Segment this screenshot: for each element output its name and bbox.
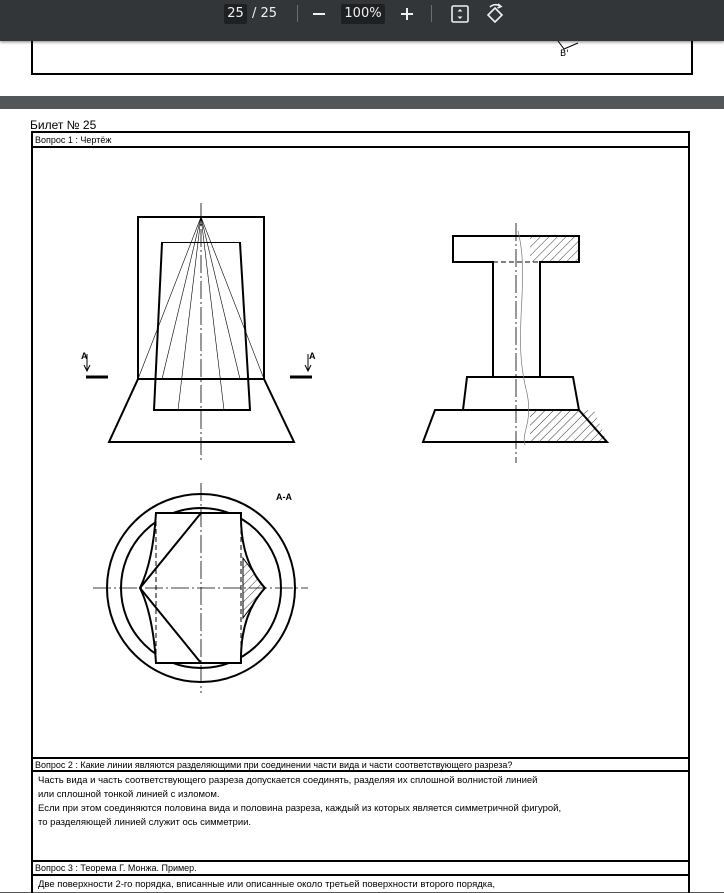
- previous-page-drawing: [550, 41, 590, 55]
- minus-icon: [306, 2, 332, 26]
- ticket-frame: [31, 131, 690, 893]
- answer-2-line: то разделяющей линией служит ось симметрии.: [38, 817, 252, 828]
- previous-page: [0, 41, 724, 96]
- fit-page-icon: [447, 2, 473, 26]
- technical-drawing: [33, 133, 688, 753]
- rotate-icon: [482, 2, 508, 26]
- zoom-level[interactable]: 100%: [341, 4, 385, 24]
- divider: [33, 757, 688, 759]
- divider: [33, 770, 688, 772]
- question-3-title: Вопрос 3 : Теорема Г. Монжа. Пример.: [35, 863, 197, 873]
- toolbar-divider: [297, 5, 298, 22]
- rotate-button[interactable]: [482, 2, 508, 26]
- side-view: [423, 223, 607, 463]
- pdf-page: [0, 109, 724, 892]
- answer-2-line: или сплошной тонкой линией с изломом.: [38, 789, 220, 800]
- section-marker-right: A: [309, 351, 316, 361]
- divider: [33, 860, 688, 862]
- previous-page-label: B': [560, 49, 569, 59]
- answer-2-line: Если при этом соединяются половина вида и половина разреза, каждый из которых является симметричной фигурой,: [38, 803, 562, 814]
- toolbar-divider: [431, 5, 432, 22]
- page-total: / 25: [252, 6, 278, 21]
- answer-3-line: Две поверхности 2-го порядка, вписанные или описанные около третьей поверхности второго порядка,: [38, 879, 496, 890]
- zoom-out-button[interactable]: [306, 2, 332, 26]
- section-marker-left: A: [81, 351, 88, 361]
- question-1-title: Вопрос 1 : Чертёж: [35, 135, 112, 145]
- section-view: [93, 483, 308, 693]
- page-number-input[interactable]: 25: [224, 4, 247, 24]
- question-2-title: Вопрос 2 : Какие линии являются разделяющими при соединении части вида и части соответствующего разреза?: [35, 760, 513, 770]
- divider: [33, 874, 688, 876]
- answer-2-line: Часть вида и часть соответствующего разреза допускается соединять, разделяя их сплошной волнистой линией: [38, 775, 538, 786]
- ticket-title: Билет № 25: [30, 118, 97, 132]
- plus-icon: [394, 2, 420, 26]
- fit-page-button[interactable]: [447, 2, 473, 26]
- front-view: [84, 203, 312, 463]
- section-label: A-A: [276, 492, 292, 502]
- pdf-toolbar: [0, 0, 724, 41]
- zoom-in-button[interactable]: [394, 2, 420, 26]
